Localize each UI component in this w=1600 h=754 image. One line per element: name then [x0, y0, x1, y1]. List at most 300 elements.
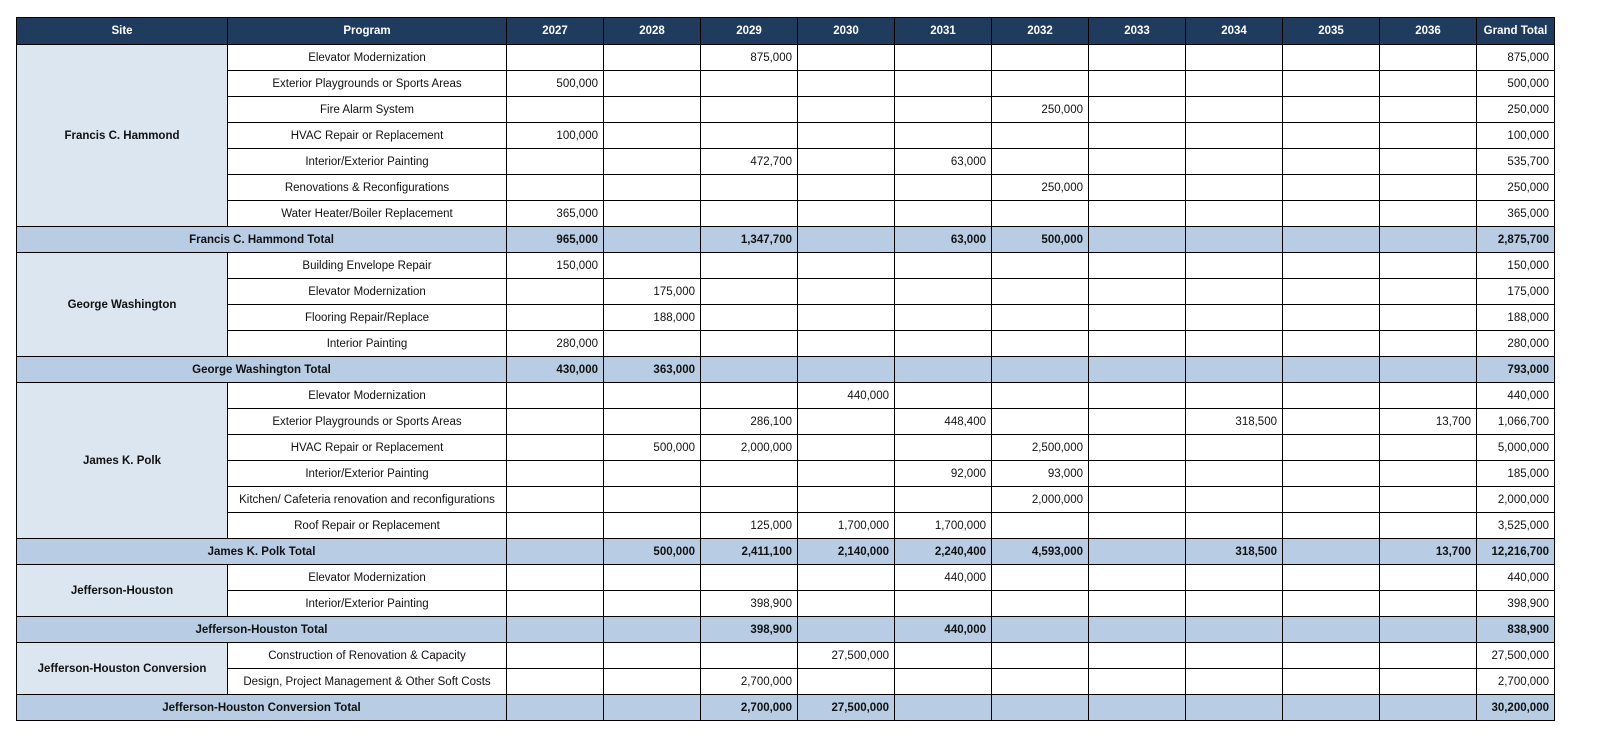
value-cell	[1186, 487, 1283, 513]
value-cell	[1283, 409, 1380, 435]
value-cell: 92,000	[895, 461, 992, 487]
value-cell	[604, 175, 701, 201]
value-cell	[1089, 305, 1186, 331]
table-row	[17, 123, 1555, 149]
column-header: 2030	[798, 18, 895, 45]
table-row	[17, 383, 1555, 409]
value-cell: 1,700,000	[895, 513, 992, 539]
value-cell	[1380, 71, 1477, 97]
column-header: 2033	[1089, 18, 1186, 45]
value-cell	[1186, 331, 1283, 357]
value-cell: 500,000	[507, 71, 604, 97]
total-value-cell	[1186, 357, 1283, 383]
value-cell	[1283, 279, 1380, 305]
value-cell	[1089, 409, 1186, 435]
value-cell	[1380, 149, 1477, 175]
program-name: Interior/Exterior Painting	[228, 461, 507, 487]
value-cell	[1380, 669, 1477, 695]
value-cell	[1089, 643, 1186, 669]
value-cell	[798, 487, 895, 513]
site-name: George Washington	[17, 253, 228, 357]
value-cell	[1380, 383, 1477, 409]
value-cell	[1283, 45, 1380, 71]
column-header: Grand Total	[1477, 18, 1555, 45]
value-cell	[1089, 71, 1186, 97]
grand-total-cell: 1,066,700	[1477, 409, 1555, 435]
total-value-cell	[1186, 617, 1283, 643]
total-value-cell: 500,000	[604, 539, 701, 565]
site-name: Francis C. Hammond	[17, 45, 228, 227]
value-cell	[895, 71, 992, 97]
value-cell	[1089, 565, 1186, 591]
grand-total-cell: 185,000	[1477, 461, 1555, 487]
value-cell	[798, 97, 895, 123]
value-cell	[604, 71, 701, 97]
program-name: Exterior Playgrounds or Sports Areas	[228, 71, 507, 97]
value-cell	[1089, 513, 1186, 539]
value-cell	[1380, 591, 1477, 617]
value-cell	[1380, 513, 1477, 539]
site-name: James K. Polk	[17, 383, 228, 539]
value-cell	[895, 591, 992, 617]
value-cell	[701, 123, 798, 149]
value-cell	[701, 487, 798, 513]
table-row	[17, 149, 1555, 175]
site-grand-total-cell: 838,900	[1477, 617, 1555, 643]
value-cell	[1380, 45, 1477, 71]
value-cell: 1,700,000	[798, 513, 895, 539]
value-cell	[992, 123, 1089, 149]
value-cell	[1186, 305, 1283, 331]
value-cell	[1283, 201, 1380, 227]
value-cell: 125,000	[701, 513, 798, 539]
value-cell	[1380, 565, 1477, 591]
value-cell	[1380, 331, 1477, 357]
total-value-cell	[798, 357, 895, 383]
value-cell	[798, 565, 895, 591]
column-header: 2031	[895, 18, 992, 45]
program-name: Renovations & Reconfigurations	[228, 175, 507, 201]
value-cell	[604, 565, 701, 591]
value-cell	[798, 461, 895, 487]
value-cell	[1089, 669, 1186, 695]
value-cell	[992, 669, 1089, 695]
value-cell	[604, 409, 701, 435]
value-cell	[701, 175, 798, 201]
value-cell	[1186, 513, 1283, 539]
site-name: Jefferson-Houston	[17, 565, 228, 617]
value-cell	[1283, 591, 1380, 617]
total-value-cell	[1089, 357, 1186, 383]
table-row	[17, 643, 1555, 669]
value-cell	[507, 513, 604, 539]
value-cell	[507, 175, 604, 201]
value-cell	[1186, 201, 1283, 227]
total-value-cell	[1186, 227, 1283, 253]
value-cell	[895, 643, 992, 669]
program-name: HVAC Repair or Replacement	[228, 435, 507, 461]
site-total-label: Jefferson-Houston Conversion Total	[17, 695, 507, 721]
program-name: Interior Painting	[228, 331, 507, 357]
value-cell	[701, 253, 798, 279]
total-value-cell: 27,500,000	[798, 695, 895, 721]
total-value-cell: 2,140,000	[798, 539, 895, 565]
grand-total-cell: 5,000,000	[1477, 435, 1555, 461]
total-value-cell	[992, 695, 1089, 721]
value-cell	[798, 123, 895, 149]
value-cell: 150,000	[507, 253, 604, 279]
value-cell	[895, 487, 992, 513]
table-row	[17, 487, 1555, 513]
total-value-cell	[798, 227, 895, 253]
value-cell	[604, 331, 701, 357]
table-row	[17, 461, 1555, 487]
site-total-row	[17, 539, 1555, 565]
total-value-cell: 4,593,000	[992, 539, 1089, 565]
value-cell	[604, 45, 701, 71]
value-cell	[1089, 461, 1186, 487]
value-cell	[798, 45, 895, 71]
value-cell	[1186, 383, 1283, 409]
site-total-label: James K. Polk Total	[17, 539, 507, 565]
value-cell	[507, 279, 604, 305]
value-cell	[1089, 591, 1186, 617]
value-cell	[604, 383, 701, 409]
value-cell	[507, 461, 604, 487]
value-cell	[992, 305, 1089, 331]
total-value-cell	[701, 357, 798, 383]
total-value-cell: 63,000	[895, 227, 992, 253]
value-cell	[895, 123, 992, 149]
grand-total-cell: 2,700,000	[1477, 669, 1555, 695]
value-cell	[701, 331, 798, 357]
total-value-cell	[1089, 617, 1186, 643]
program-name: Interior/Exterior Painting	[228, 591, 507, 617]
total-value-cell	[1380, 695, 1477, 721]
value-cell	[1283, 97, 1380, 123]
value-cell	[701, 643, 798, 669]
grand-total-cell: 440,000	[1477, 383, 1555, 409]
value-cell: 286,100	[701, 409, 798, 435]
value-cell	[992, 331, 1089, 357]
value-cell	[507, 97, 604, 123]
grand-total-cell: 398,900	[1477, 591, 1555, 617]
grand-total-cell: 3,525,000	[1477, 513, 1555, 539]
program-name: Design, Project Management & Other Soft Costs	[228, 669, 507, 695]
value-cell	[1380, 461, 1477, 487]
value-cell	[1186, 643, 1283, 669]
value-cell	[507, 643, 604, 669]
value-cell: 2,500,000	[992, 435, 1089, 461]
total-value-cell: 318,500	[1186, 539, 1283, 565]
value-cell: 500,000	[604, 435, 701, 461]
site-total-row	[17, 617, 1555, 643]
grand-total-cell: 27,500,000	[1477, 643, 1555, 669]
total-value-cell	[895, 357, 992, 383]
value-cell	[701, 279, 798, 305]
value-cell	[992, 591, 1089, 617]
table-row	[17, 175, 1555, 201]
value-cell: 250,000	[992, 175, 1089, 201]
grand-total-cell: 250,000	[1477, 97, 1555, 123]
value-cell: 875,000	[701, 45, 798, 71]
table-row	[17, 435, 1555, 461]
total-value-cell: 363,000	[604, 357, 701, 383]
value-cell	[895, 305, 992, 331]
site-total-row	[17, 357, 1555, 383]
program-name: Elevator Modernization	[228, 279, 507, 305]
value-cell	[604, 123, 701, 149]
total-value-cell	[1089, 695, 1186, 721]
table-row	[17, 201, 1555, 227]
value-cell	[1089, 487, 1186, 513]
value-cell	[1283, 123, 1380, 149]
grand-total-cell: 250,000	[1477, 175, 1555, 201]
value-cell	[1380, 253, 1477, 279]
value-cell	[798, 409, 895, 435]
table-row	[17, 71, 1555, 97]
total-value-cell	[507, 617, 604, 643]
grand-total-cell: 188,000	[1477, 305, 1555, 331]
total-value-cell	[1089, 539, 1186, 565]
value-cell: 365,000	[507, 201, 604, 227]
column-header: Program	[228, 18, 507, 45]
column-header: 2028	[604, 18, 701, 45]
value-cell: 280,000	[507, 331, 604, 357]
site-name: Jefferson-Houston Conversion	[17, 643, 228, 695]
value-cell	[1380, 123, 1477, 149]
value-cell	[1283, 175, 1380, 201]
value-cell: 2,700,000	[701, 669, 798, 695]
value-cell	[1186, 71, 1283, 97]
value-cell	[1283, 513, 1380, 539]
site-total-row	[17, 227, 1555, 253]
value-cell	[895, 331, 992, 357]
value-cell	[1089, 435, 1186, 461]
value-cell: 2,000,000	[992, 487, 1089, 513]
table-row	[17, 331, 1555, 357]
value-cell	[1089, 253, 1186, 279]
value-cell	[992, 513, 1089, 539]
value-cell	[1283, 383, 1380, 409]
value-cell	[1283, 253, 1380, 279]
column-header: 2036	[1380, 18, 1477, 45]
value-cell	[798, 305, 895, 331]
column-header: Site	[17, 18, 228, 45]
value-cell	[895, 97, 992, 123]
total-value-cell: 440,000	[895, 617, 992, 643]
total-value-cell	[1380, 357, 1477, 383]
value-cell	[701, 461, 798, 487]
total-value-cell	[1283, 357, 1380, 383]
value-cell: 13,700	[1380, 409, 1477, 435]
value-cell	[1283, 435, 1380, 461]
value-cell	[1380, 435, 1477, 461]
table-row	[17, 253, 1555, 279]
total-value-cell: 1,347,700	[701, 227, 798, 253]
total-value-cell	[604, 227, 701, 253]
value-cell	[1380, 201, 1477, 227]
value-cell: 440,000	[895, 565, 992, 591]
value-cell	[992, 201, 1089, 227]
value-cell	[1186, 253, 1283, 279]
value-cell	[507, 669, 604, 695]
value-cell	[798, 71, 895, 97]
grand-total-cell: 100,000	[1477, 123, 1555, 149]
value-cell	[1089, 279, 1186, 305]
header-row	[17, 18, 1555, 45]
value-cell	[798, 149, 895, 175]
value-cell	[1089, 201, 1186, 227]
value-cell	[1089, 97, 1186, 123]
column-header: 2032	[992, 18, 1089, 45]
site-total-label: George Washington Total	[17, 357, 507, 383]
total-value-cell	[798, 617, 895, 643]
value-cell	[1186, 175, 1283, 201]
value-cell	[1186, 279, 1283, 305]
value-cell	[1089, 331, 1186, 357]
table-row	[17, 409, 1555, 435]
value-cell	[1283, 669, 1380, 695]
value-cell	[992, 149, 1089, 175]
value-cell	[507, 435, 604, 461]
value-cell	[701, 201, 798, 227]
value-cell: 100,000	[507, 123, 604, 149]
site-grand-total-cell: 793,000	[1477, 357, 1555, 383]
value-cell	[507, 383, 604, 409]
total-value-cell	[1186, 695, 1283, 721]
value-cell	[798, 279, 895, 305]
value-cell	[895, 383, 992, 409]
value-cell	[1186, 461, 1283, 487]
value-cell	[1186, 97, 1283, 123]
value-cell	[1283, 565, 1380, 591]
total-value-cell	[604, 617, 701, 643]
table-row	[17, 669, 1555, 695]
value-cell	[1186, 435, 1283, 461]
value-cell: 63,000	[895, 149, 992, 175]
value-cell	[992, 45, 1089, 71]
value-cell	[895, 669, 992, 695]
value-cell	[1186, 565, 1283, 591]
total-value-cell	[895, 695, 992, 721]
value-cell: 448,400	[895, 409, 992, 435]
value-cell	[798, 591, 895, 617]
value-cell	[604, 643, 701, 669]
total-value-cell	[992, 617, 1089, 643]
value-cell: 250,000	[992, 97, 1089, 123]
value-cell	[798, 175, 895, 201]
total-value-cell: 2,411,100	[701, 539, 798, 565]
grand-total-cell: 280,000	[1477, 331, 1555, 357]
value-cell	[1283, 461, 1380, 487]
program-name: Fire Alarm System	[228, 97, 507, 123]
value-cell	[701, 97, 798, 123]
program-name: Building Envelope Repair	[228, 253, 507, 279]
value-cell	[1186, 669, 1283, 695]
value-cell: 93,000	[992, 461, 1089, 487]
site-total-row	[17, 695, 1555, 721]
total-value-cell: 398,900	[701, 617, 798, 643]
program-name: Water Heater/Boiler Replacement	[228, 201, 507, 227]
value-cell	[992, 253, 1089, 279]
value-cell	[507, 305, 604, 331]
value-cell	[1283, 331, 1380, 357]
program-name: Exterior Playgrounds or Sports Areas	[228, 409, 507, 435]
value-cell	[1283, 643, 1380, 669]
total-value-cell: 2,240,400	[895, 539, 992, 565]
value-cell	[1380, 175, 1477, 201]
value-cell	[1380, 643, 1477, 669]
grand-total-cell: 875,000	[1477, 45, 1555, 71]
value-cell	[992, 565, 1089, 591]
total-value-cell: 500,000	[992, 227, 1089, 253]
value-cell	[701, 71, 798, 97]
site-grand-total-cell: 30,200,000	[1477, 695, 1555, 721]
value-cell	[507, 45, 604, 71]
value-cell	[1380, 97, 1477, 123]
value-cell	[604, 513, 701, 539]
site-grand-total-cell: 12,216,700	[1477, 539, 1555, 565]
column-header: 2029	[701, 18, 798, 45]
total-value-cell	[992, 357, 1089, 383]
total-value-cell	[507, 539, 604, 565]
value-cell	[1283, 487, 1380, 513]
grand-total-cell: 150,000	[1477, 253, 1555, 279]
value-cell	[895, 201, 992, 227]
value-cell	[1089, 45, 1186, 71]
value-cell	[1380, 305, 1477, 331]
program-name: Kitchen/ Cafeteria renovation and reconfigurations	[228, 487, 507, 513]
total-value-cell	[1089, 227, 1186, 253]
total-value-cell	[507, 695, 604, 721]
capital-program-table	[16, 17, 1555, 721]
total-value-cell	[1380, 227, 1477, 253]
value-cell	[507, 487, 604, 513]
value-cell	[992, 643, 1089, 669]
table-body	[17, 45, 1555, 721]
grand-total-cell: 365,000	[1477, 201, 1555, 227]
value-cell	[604, 669, 701, 695]
value-cell	[798, 331, 895, 357]
value-cell	[1283, 149, 1380, 175]
value-cell	[701, 305, 798, 331]
value-cell	[895, 279, 992, 305]
value-cell	[1089, 383, 1186, 409]
program-name: Construction of Renovation & Capacity	[228, 643, 507, 669]
total-value-cell	[1283, 695, 1380, 721]
value-cell: 27,500,000	[798, 643, 895, 669]
program-name: Elevator Modernization	[228, 565, 507, 591]
total-value-cell: 2,700,000	[701, 695, 798, 721]
grand-total-cell: 175,000	[1477, 279, 1555, 305]
site-grand-total-cell: 2,875,700	[1477, 227, 1555, 253]
value-cell	[992, 279, 1089, 305]
grand-total-cell: 2,000,000	[1477, 487, 1555, 513]
site-total-label: Jefferson-Houston Total	[17, 617, 507, 643]
table-row	[17, 305, 1555, 331]
table-row	[17, 97, 1555, 123]
table-row	[17, 45, 1555, 71]
value-cell	[507, 591, 604, 617]
value-cell	[604, 487, 701, 513]
total-value-cell: 13,700	[1380, 539, 1477, 565]
table-row	[17, 565, 1555, 591]
grand-total-cell: 440,000	[1477, 565, 1555, 591]
value-cell	[1186, 45, 1283, 71]
value-cell	[1089, 175, 1186, 201]
value-cell	[604, 591, 701, 617]
